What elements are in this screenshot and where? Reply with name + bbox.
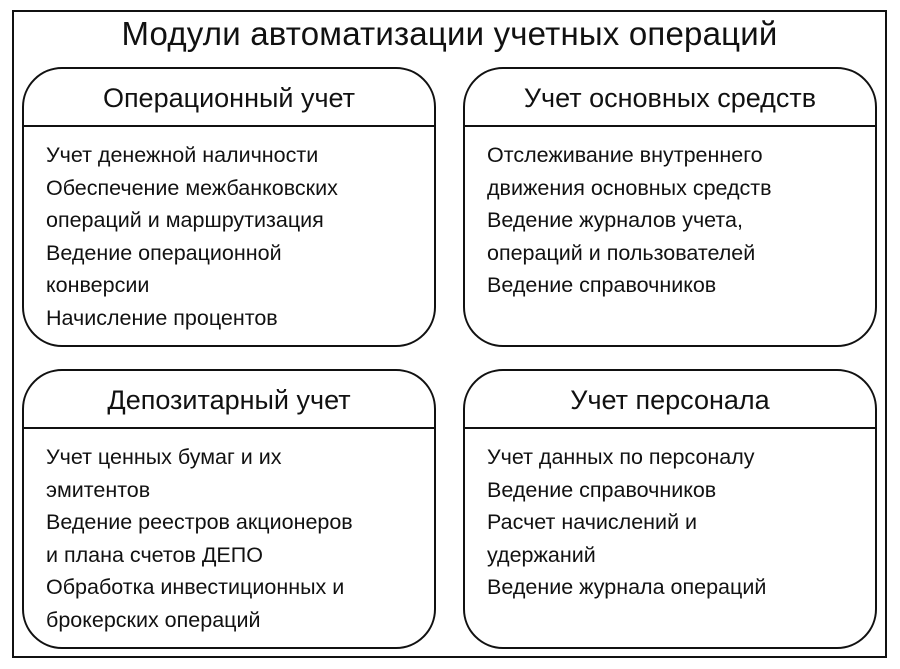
module-function-item: Ведение операционной конверсии — [46, 240, 282, 297]
module-function-item: Ведение журнала операций — [487, 575, 767, 599]
module-fixed-assets-accounting — [463, 67, 877, 347]
module-function-item: Отслеживание внутреннего движения основных средств — [487, 143, 772, 200]
module-title: Депозитарный учет — [24, 371, 434, 429]
module-function-item: Учет денежной наличности — [46, 143, 319, 167]
module-personnel-accounting — [463, 369, 877, 649]
module-function-item: Ведение журналов учета, операций и пользователей — [487, 208, 756, 265]
module-title: Операционный учет — [24, 69, 434, 127]
module-function-list — [465, 127, 875, 302]
module-operational-accounting — [22, 67, 436, 347]
module-title: Учет основных средств — [465, 69, 875, 127]
module-function-item: Ведение справочников — [487, 273, 717, 297]
module-function-item: Учет ценных бумаг и их эмитентов — [46, 445, 282, 502]
diagram-title: Модули автоматизации учетных операций — [121, 15, 778, 52]
module-function-item: Расчет начислений и удержаний — [487, 510, 698, 567]
module-function-item: Ведение реестров акционеров и плана счетов ДЕПО — [46, 510, 353, 567]
module-function-list — [24, 127, 434, 334]
module-function-item: Ведение справочников — [487, 477, 717, 502]
module-function-list — [465, 429, 875, 604]
module-function-item: Обработка инвестиционных и брокерских операций — [46, 575, 345, 632]
module-title: Учет персонала — [465, 371, 875, 429]
module-function-list — [24, 429, 434, 636]
module-function-item: Обеспечение межбанковских операций и маршрутизация — [46, 175, 338, 232]
module-function-item: Начисление процентов — [46, 305, 278, 330]
module-function-item: Учет данных по персоналу — [487, 445, 755, 469]
module-depository-accounting — [22, 369, 436, 649]
